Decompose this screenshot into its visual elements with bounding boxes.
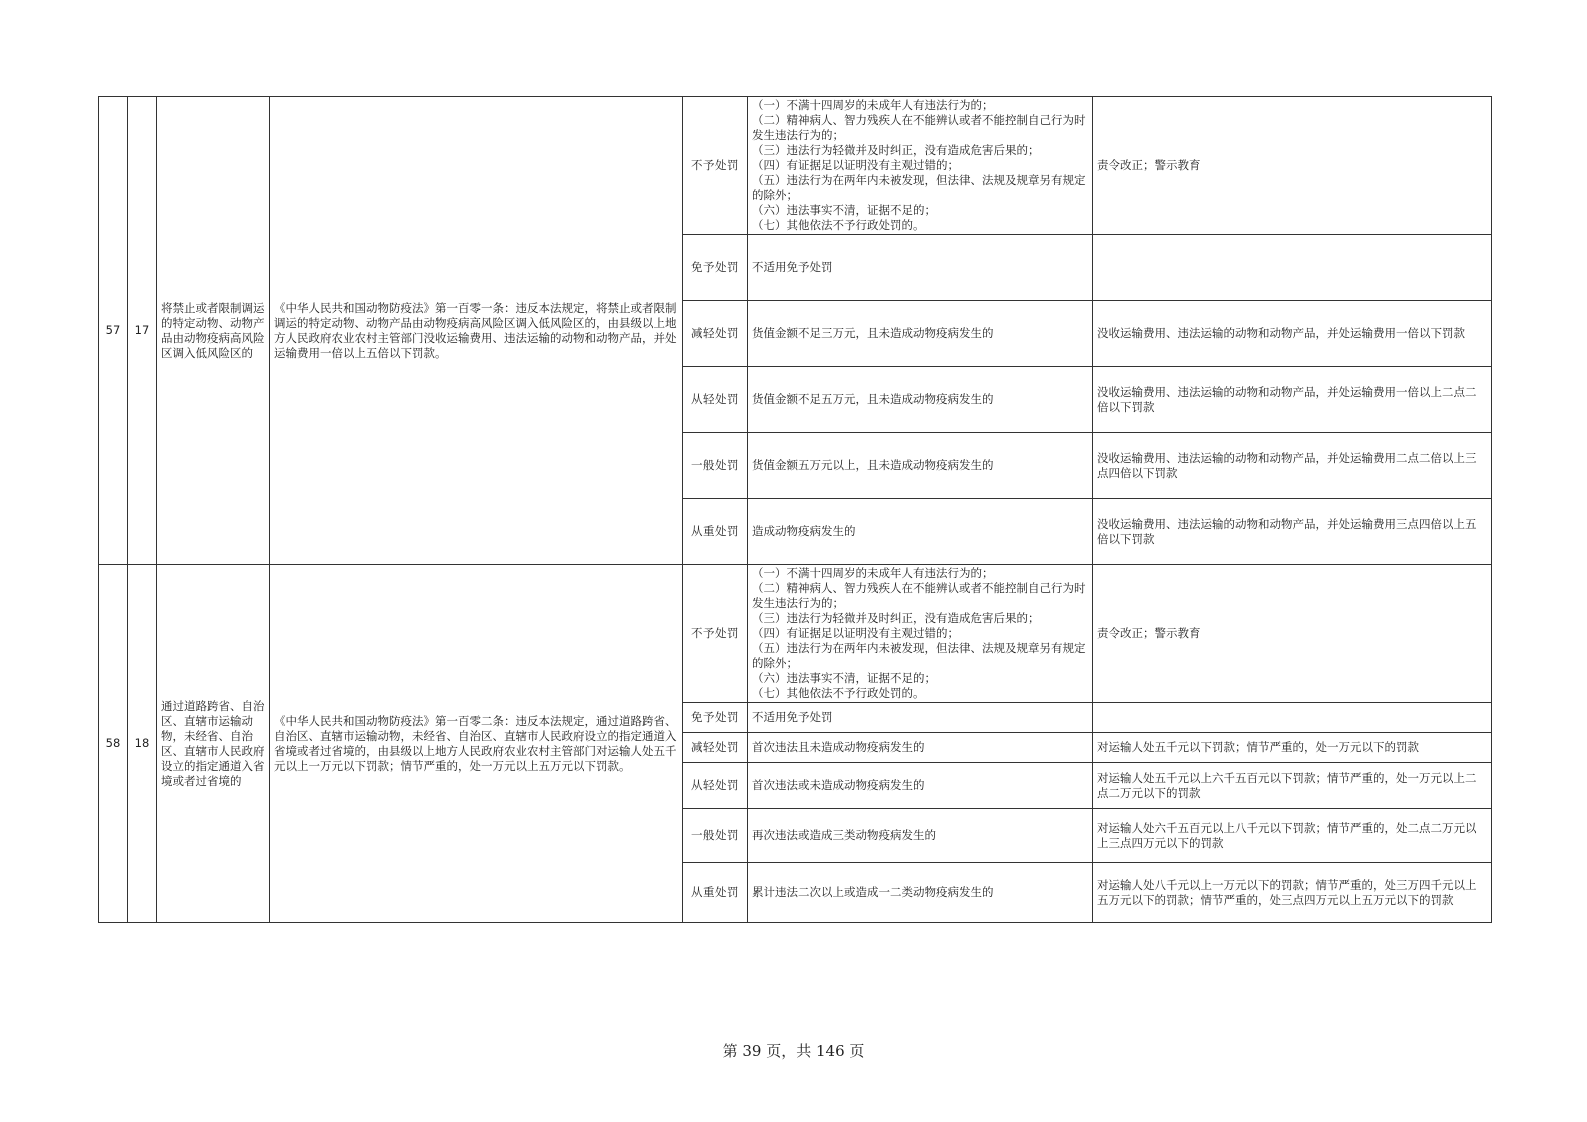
condition-line: （三）违法行为轻微并及时纠正，没有造成危害后果的； xyxy=(752,143,1040,157)
sub-seq-cell: 17 xyxy=(128,97,157,565)
condition-line: （六）违法事实不清，证据不足的； xyxy=(752,671,936,685)
penalty-discretion-table xyxy=(98,96,1492,923)
condition-line: （四）有证据足以证明没有主观过错的； xyxy=(752,158,959,172)
penalty-standard-cell: 对运输人处八千元以上一万元以下的罚款；情节严重的，处三万四千元以上五万元以下的罚款；情节严重的，处三点四万元以上五万元以下的罚款 xyxy=(1093,863,1492,923)
condition-line: （一）不满十四周岁的未成年人有违法行为的； xyxy=(752,98,994,112)
penalty-kind-cell: 免予处罚 xyxy=(683,703,748,733)
condition-line: （二）精神病人、智力残疾人在不能辨认或者不能控制自己行为时发生违法行为的； xyxy=(752,113,1086,142)
penalty-kind-cell: 一般处罚 xyxy=(683,809,748,863)
condition-cell xyxy=(748,433,1093,499)
table-body xyxy=(99,97,1492,923)
sub-seq-cell: 18 xyxy=(128,565,157,923)
condition-cell xyxy=(748,301,1093,367)
condition-line: 造成动物疫病发生的 xyxy=(752,524,856,538)
condition-line: （七）其他依法不予行政处罚的。 xyxy=(752,686,925,700)
penalty-standard-cell xyxy=(1093,235,1492,301)
penalty-kind-cell: 减轻处罚 xyxy=(683,733,748,763)
condition-cell xyxy=(748,97,1093,235)
condition-line: （一）不满十四周岁的未成年人有违法行为的； xyxy=(752,566,994,580)
penalty-kind-cell: 减轻处罚 xyxy=(683,301,748,367)
condition-line: 不适用免予处罚 xyxy=(752,260,833,274)
condition-line: （三）违法行为轻微并及时纠正，没有造成危害后果的； xyxy=(752,611,1040,625)
penalty-kind-cell: 从重处罚 xyxy=(683,499,748,565)
penalty-standard-cell: 责令改正；警示教育 xyxy=(1093,97,1492,235)
page-number: 第 39 页，共 146 页 xyxy=(722,1042,865,1060)
penalty-standard-cell: 对运输人处六千五百元以上八千元以下罚款；情节严重的，处二点二万元以上三点四万元以下的罚款 xyxy=(1093,809,1492,863)
table-row xyxy=(99,97,1492,235)
condition-line: （二）精神病人、智力残疾人在不能辨认或者不能控制自己行为时发生违法行为的； xyxy=(752,581,1086,610)
penalty-kind-cell: 从轻处罚 xyxy=(683,763,748,809)
penalty-standard-cell: 没收运输费用、违法运输的动物和动物产品，并处运输费用三点四倍以上五倍以下罚款 xyxy=(1093,499,1492,565)
penalty-kind-cell: 不予处罚 xyxy=(683,97,748,235)
condition-cell xyxy=(748,565,1093,703)
seq-cell: 57 xyxy=(99,97,128,565)
penalty-standard-cell: 没收运输费用、违法运输的动物和动物产品，并处运输费用二点二倍以上三点四倍以下罚款 xyxy=(1093,433,1492,499)
condition-line: 货值金额五万元以上，且未造成动物疫病发生的 xyxy=(752,458,994,472)
penalty-kind-cell: 从重处罚 xyxy=(683,863,748,923)
penalty-kind-cell: 不予处罚 xyxy=(683,565,748,703)
condition-line: 累计违法二次以上或造成一二类动物疫病发生的 xyxy=(752,885,994,899)
violation-cell: 通过道路跨省、自治区、直辖市运输动物，未经省、自治区、直辖市人民政府设立的指定通道入省境或者过省境的 xyxy=(157,565,270,923)
penalty-standard-cell: 没收运输费用、违法运输的动物和动物产品，并处运输费用一倍以下罚款 xyxy=(1093,301,1492,367)
condition-line: （五）违法行为在两年内未被发现，但法律、法规及规章另有规定的除外； xyxy=(752,641,1086,670)
condition-line: （七）其他依法不予行政处罚的。 xyxy=(752,218,925,232)
condition-line: （四）有证据足以证明没有主观过错的； xyxy=(752,626,959,640)
condition-cell xyxy=(748,367,1093,433)
penalty-kind-cell: 从轻处罚 xyxy=(683,367,748,433)
penalty-kind-cell: 一般处罚 xyxy=(683,433,748,499)
condition-line: 首次违法且未造成动物疫病发生的 xyxy=(752,740,925,754)
penalty-standard-cell xyxy=(1093,703,1492,733)
condition-line: （六）违法事实不清，证据不足的； xyxy=(752,203,936,217)
condition-line: 首次违法或未造成动物疫病发生的 xyxy=(752,778,925,792)
violation-cell: 将禁止或者限制调运的特定动物、动物产品由动物疫病高风险区调入低风险区的 xyxy=(157,97,270,565)
condition-cell xyxy=(748,733,1093,763)
seq-cell: 58 xyxy=(99,565,128,923)
condition-line: 货值金额不足五万元，且未造成动物疫病发生的 xyxy=(752,392,994,406)
condition-line: （五）违法行为在两年内未被发现，但法律、法规及规章另有规定的除外； xyxy=(752,173,1086,202)
penalty-standard-cell: 对运输人处五千元以上六千五百元以下罚款；情节严重的，处一万元以上二点二万元以下的罚款 xyxy=(1093,763,1492,809)
penalty-standard-cell: 责令改正；警示教育 xyxy=(1093,565,1492,703)
legal-basis-cell: 《中华人民共和国动物防疫法》第一百零二条：违反本法规定，通过道路跨省、自治区、直辖市运输动物，未经省、自治区、直辖市人民政府设立的指定通道入省境或者过省境的，由县级以上地方人民政府农业农村主管部门对运输人处五千元以上一万元以下罚款；情节严重的，处一万元以上五万元以下罚款。 xyxy=(270,565,683,923)
table-row xyxy=(99,565,1492,703)
condition-cell xyxy=(748,763,1093,809)
penalty-standard-cell: 对运输人处五千元以下罚款；情节严重的，处一万元以下的罚款 xyxy=(1093,733,1492,763)
condition-line: 货值金额不足三万元，且未造成动物疫病发生的 xyxy=(752,326,994,340)
penalty-standard-cell: 没收运输费用、违法运输的动物和动物产品，并处运输费用一倍以上二点二倍以下罚款 xyxy=(1093,367,1492,433)
legal-basis-cell: 《中华人民共和国动物防疫法》第一百零一条：违反本法规定，将禁止或者限制调运的特定动物、动物产品由动物疫病高风险区调入低风险区的，由县级以上地方人民政府农业农村主管部门没收运输费用、违法运输的动物和动物产品，并处运输费用一倍以上五倍以下罚款。 xyxy=(270,97,683,565)
condition-cell xyxy=(748,809,1093,863)
condition-cell xyxy=(748,499,1093,565)
penalty-kind-cell: 免予处罚 xyxy=(683,235,748,301)
condition-cell xyxy=(748,863,1093,923)
condition-cell xyxy=(748,703,1093,733)
condition-line: 再次违法或造成三类动物疫病发生的 xyxy=(752,828,936,842)
condition-cell xyxy=(748,235,1093,301)
condition-line: 不适用免予处罚 xyxy=(752,710,833,724)
